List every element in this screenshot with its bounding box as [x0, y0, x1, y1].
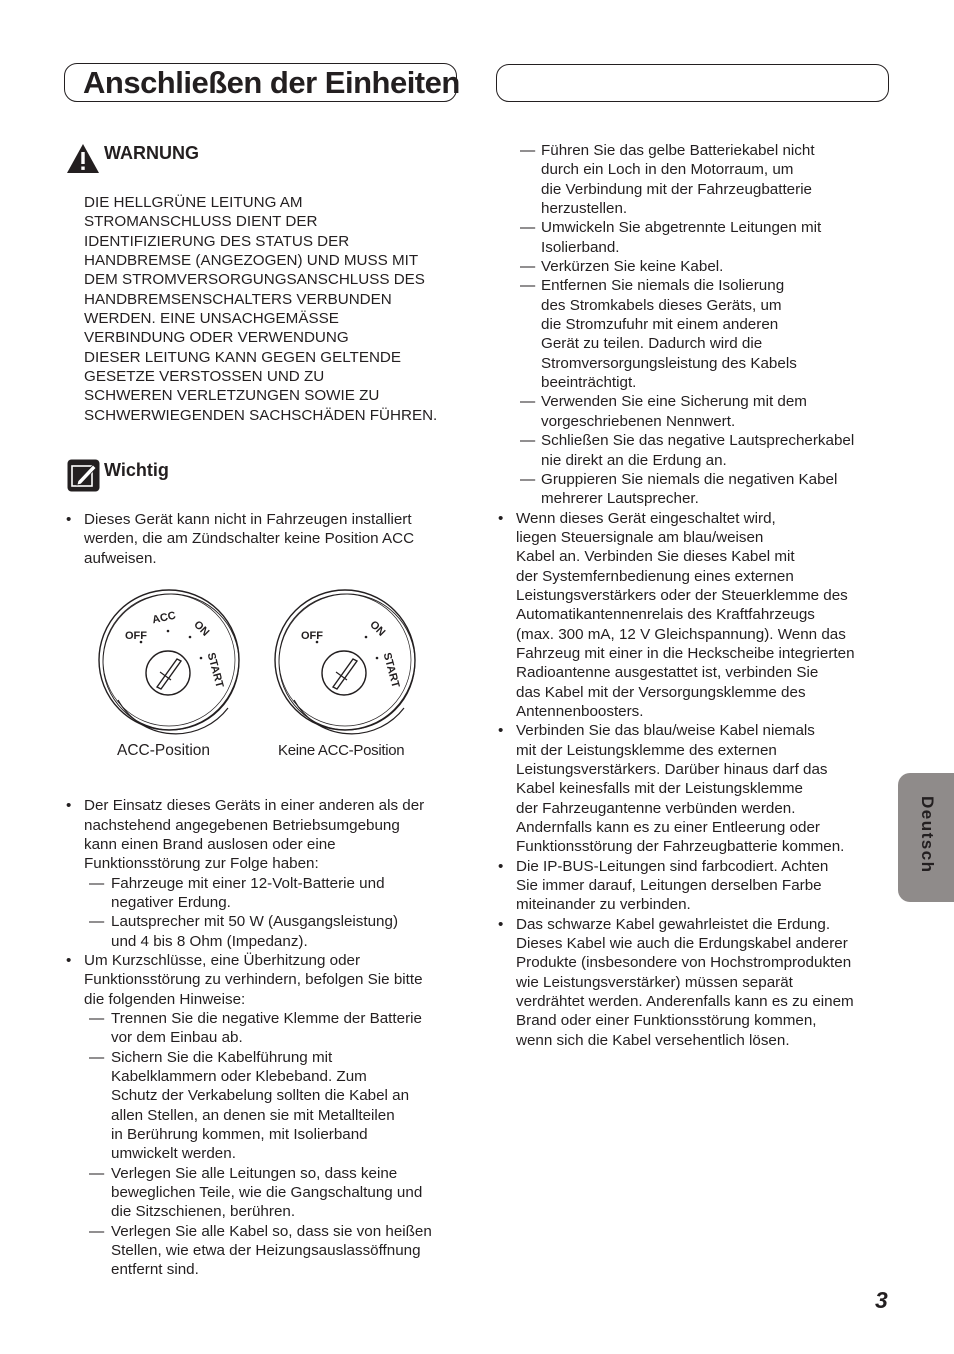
key-label-off: OFF — [125, 630, 147, 643]
svg-text:START — [381, 652, 402, 690]
empty-header-box — [496, 64, 889, 102]
no-acc-ignition-switch-icon — [274, 588, 424, 738]
text-line: Entfernen Sie niemals die Isolierung — [541, 277, 785, 295]
list-item — [498, 857, 898, 915]
text-line: Schutz der Verkabelung sollten die Kabel an — [111, 1087, 410, 1105]
text-line: durch ein Loch in den Motorraum, um — [541, 161, 794, 179]
text-line: nachstehend angegebenen Betriebsumgebung — [84, 816, 400, 834]
warning-heading — [66, 143, 464, 178]
dash-item — [66, 1009, 464, 1048]
text-line: in Berührung kommen, mit Isolierband — [111, 1126, 368, 1143]
dash-mark: — — [89, 1222, 105, 1240]
key-label-on: ON — [367, 618, 388, 639]
warning-line: WERDEN. EINE UNSACHGEMÄSSE — [84, 310, 339, 328]
text-line: Sie immer darauf, Leitungen derselben Farbe — [516, 877, 822, 895]
warning-line: SCHWERWIEGENDEN SACHSCHÄDEN FÜHREN. — [84, 406, 438, 424]
key-label-start: START — [380, 651, 402, 690]
text-line: Funktionsstörung der Fahrzeugbatterie kommen. — [516, 838, 845, 856]
dash-mark: — — [520, 219, 536, 237]
text-line: Funktionsstörung zur Folge haben: — [84, 855, 319, 873]
text-line: Trennen Sie die negative Klemme der Batterie — [111, 1009, 422, 1027]
text-line: Schließen Sie das negative Lautsprecherkabel — [541, 432, 855, 450]
svg-text:OFF — [301, 630, 323, 642]
text-line: Radioantenne ausgestattet ist, verbinden Sie — [516, 664, 819, 682]
dash-mark: — — [89, 913, 105, 931]
dash-item — [498, 431, 898, 470]
text-line: Gruppieren Sie niemals die negativen Kabel — [541, 470, 838, 488]
text-line: der Fahrzeugantenne verbünden werden. — [516, 799, 796, 817]
dash-item — [66, 912, 464, 951]
warning-line: DEM STROMVERSORGUNGSANSCHLUSS DES — [84, 271, 425, 289]
warning-text — [84, 193, 464, 425]
dash-item — [66, 1048, 464, 1164]
text-line: vorgeschriebenen Nennwert. — [541, 412, 736, 430]
section-title-box — [64, 63, 460, 102]
svg-text:ON — [367, 619, 387, 639]
text-line: Automatikantennenrelais des Kraftfahrzeugs — [516, 606, 815, 624]
text-line: mit der Leistungsklemme des externen — [516, 741, 777, 759]
warning-line: DIE HELLGRÜNE LEITUNG AM — [84, 194, 303, 211]
text-line: Leistungsverstärkers oder der Steuerklemme des — [516, 586, 848, 604]
text-line: Brand oder einer Funktionsstörung kommen, — [516, 1012, 817, 1030]
text-line: mehrerer Lautsprecher. — [541, 490, 699, 508]
ignition-key-figure — [66, 588, 464, 768]
left-column — [66, 143, 464, 1280]
text-line: Kabel an. Verbinden Sie dieses Kabel mit — [516, 548, 795, 566]
important-label: Wichtig — [104, 460, 169, 481]
text-line: allen Stellen, an denen sie mit Metallteilen — [111, 1106, 395, 1124]
warning-line: DIESER LEITUNG KANN GEGEN GELTENDE — [84, 348, 402, 366]
text-line: Fahrzeuge mit einer 12-Volt-Batterie und — [111, 874, 385, 892]
language-tab-label: Deutsch — [918, 796, 937, 874]
warning-label: WARNUNG — [104, 143, 199, 163]
important-heading — [66, 460, 464, 495]
text-line: • Um Kurzschlüsse, eine Überhitzung oder — [84, 951, 361, 969]
text-line: werden, die am Zündschalter keine Position ACC — [84, 530, 415, 548]
text-line: Verlegen Sie alle Leitungen so, dass keine — [111, 1164, 398, 1182]
list-item — [66, 510, 464, 568]
note-pencil-icon — [67, 459, 100, 492]
warning-line: GESETZE VERSTOSSEN UND ZU — [84, 368, 325, 386]
svg-text:START — [205, 652, 226, 690]
text-line: (max. 300 mA, 12 V Gleichspannung). Wenn das — [516, 625, 846, 643]
text-line: aufweisen. — [84, 549, 157, 567]
text-line: umwickelt werden. — [111, 1145, 236, 1163]
dash-mark: — — [89, 1048, 105, 1066]
warning-line: VERBINDUNG ODER VERWENDUNG — [84, 329, 349, 347]
text-line: Leistungsverstärkers. Darüber hinaus darf das — [516, 761, 828, 778]
text-line: und 4 bis 8 Ohm (Impedanz). — [111, 932, 308, 950]
acc-ignition-switch-icon — [98, 588, 248, 738]
list-item — [498, 509, 898, 722]
dash-item — [66, 874, 464, 913]
dash-mark: — — [520, 470, 536, 488]
text-line: Stromversorgungsleistung des Kabels — [541, 354, 797, 372]
text-line: Gerät zu teilen. Dadurch wird die — [541, 335, 763, 353]
key-label-on: ON — [191, 618, 212, 639]
text-line: die Verbindung mit der Fahrzeugbatterie — [541, 180, 813, 198]
dash-mark: — — [520, 142, 536, 159]
text-line: • Das schwarze Kabel gewahrleistet die Erdung. — [516, 915, 831, 933]
list-item — [66, 951, 464, 1009]
dash-item — [498, 257, 898, 276]
text-line: Verkürzen Sie keine Kabel. — [541, 258, 724, 276]
warning-line: SCHWEREN VERLETZUNGEN SOWIE ZU — [84, 387, 380, 405]
text-line: liegen Steuersignale am blau/weisen — [516, 528, 764, 546]
text-line: wenn sich die Kabel versehentlich lösen. — [516, 1031, 790, 1049]
text-line: Produkte (insbesondere von Hochstromprodukten — [516, 954, 852, 972]
text-line: die Stromzufuhr mit einem anderen — [541, 316, 779, 334]
dash-item — [498, 392, 898, 431]
page-number: 3 — [875, 1287, 888, 1313]
text-line: die folgenden Hinweise: — [84, 990, 246, 1008]
warning-line: HANDBREMSENSCHALTERS VERBUNDEN — [84, 290, 392, 308]
text-line: Andernfalls kann es zu einer Entleerung oder — [516, 819, 820, 837]
warning-line: HANDBREMSE (ANGEZOGEN) UND MUSS MIT — [84, 252, 419, 270]
text-line: das Kabel mit der Versorgungsklemme des — [516, 683, 806, 701]
text-line: die Sitzschienen, berühren. — [111, 1203, 296, 1221]
text-line: Sichern Sie die Kabelführung mit — [111, 1048, 333, 1066]
dash-mark: — — [89, 1164, 105, 1182]
list-item — [66, 796, 464, 873]
text-line: beeinträchtigt. — [541, 374, 637, 392]
text-line: vor dem Einbau ab. — [111, 1029, 243, 1047]
text-line: Funktionsstörung zu verhindern, befolgen Sie bitte — [84, 971, 423, 989]
text-line: • Der Einsatz dieses Geräts in einer anderen als der — [84, 797, 425, 815]
text-line: wie Leistungsverstärker) müssen separät — [516, 973, 793, 991]
dash-item — [498, 276, 898, 392]
text-line: Isolierband. — [541, 238, 620, 256]
dash-mark: — — [520, 258, 536, 276]
text-line: Dieses Kabel wie auch die Erdungskabel anderer — [516, 935, 848, 953]
text-line: Kabelklammern oder Klebeband. Zum — [111, 1067, 367, 1085]
text-line: negativer Erdung. — [111, 893, 231, 911]
text-line: • Verbinden Sie das blau/weise Kabel niemals — [516, 722, 815, 740]
text-line: Verlegen Sie alle Kabel so, dass sie von heißen — [111, 1222, 432, 1240]
dash-mark: — — [89, 874, 105, 892]
text-line: Lautsprecher mit 50 W (Ausgangsleistung) — [111, 913, 399, 931]
dash-mark: — — [520, 393, 536, 411]
list-item — [498, 915, 898, 1050]
text-line: herzustellen. — [541, 200, 628, 218]
text-line: Antennenboosters. — [516, 702, 644, 720]
text-line: der Systemfernbedienung eines externen — [516, 567, 794, 585]
text-line: Umwickeln Sie abgetrennte Leitungen mit — [541, 219, 822, 237]
text-line: • Wenn dieses Gerät eingeschaltet wird, — [516, 509, 776, 527]
key-label-acc: ACC — [151, 609, 177, 627]
svg-text:OFF — [125, 630, 147, 642]
svg-text:ACC — [151, 610, 177, 627]
key-label-off: OFF — [301, 630, 323, 643]
list-item — [498, 721, 898, 856]
dash-item — [498, 141, 898, 218]
text-line: des Stromkabels dieses Geräts, um — [541, 296, 782, 314]
dash-item — [66, 1222, 464, 1280]
warning-line: IDENTIFIZIERUNG DES STATUS DER — [84, 232, 350, 250]
text-line: Führen Sie das gelbe Batteriekabel nicht — [541, 142, 815, 159]
dash-item — [498, 218, 898, 257]
warning-line: STROMANSCHLUSS DIENT DER — [84, 213, 318, 231]
right-column — [498, 141, 898, 1050]
text-line: beweglichen Teile, wie die Gangschaltung und — [111, 1184, 423, 1202]
dash-mark: — — [89, 1009, 105, 1027]
text-line: Stellen, wie etwa der Heizungsauslassöffnung — [111, 1242, 421, 1260]
key-label-start: START — [204, 651, 226, 690]
text-line: Verwenden Sie eine Sicherung mit dem — [541, 393, 807, 411]
text-line: kann einen Brand auslosen oder eine — [84, 835, 336, 853]
acc-position-caption: ACC-Position — [117, 742, 211, 760]
dash-mark: — — [520, 277, 536, 295]
text-line: • Die IP-BUS-Leitungen sind farbcodiert. Achten — [516, 857, 829, 875]
svg-text:ON — [191, 619, 211, 639]
dash-item — [66, 1164, 464, 1222]
page-title: Anschließen der Einheiten — [83, 65, 460, 100]
text-line: entfernt sind. — [111, 1261, 199, 1279]
dash-item — [498, 470, 898, 509]
text-line: verdrähtet werden. Anderenfalls kann es zu einem — [516, 993, 854, 1011]
text-line: Fahrzeug mit einer in die Heckscheibe integrierten — [516, 644, 855, 662]
text-line: miteinander zu verbinden. — [516, 896, 691, 914]
no-acc-position-caption: Keine ACC-Position — [278, 742, 405, 760]
text-line: • Dieses Gerät kann nicht in Fahrzeugen installiert — [84, 511, 412, 529]
warning-icon — [66, 143, 100, 174]
text-line: nie direkt an die Erdung an. — [541, 451, 727, 469]
dash-mark: — — [520, 432, 536, 450]
text-line: Kabel keinesfalls mit der Leistungsklemme — [516, 780, 804, 798]
